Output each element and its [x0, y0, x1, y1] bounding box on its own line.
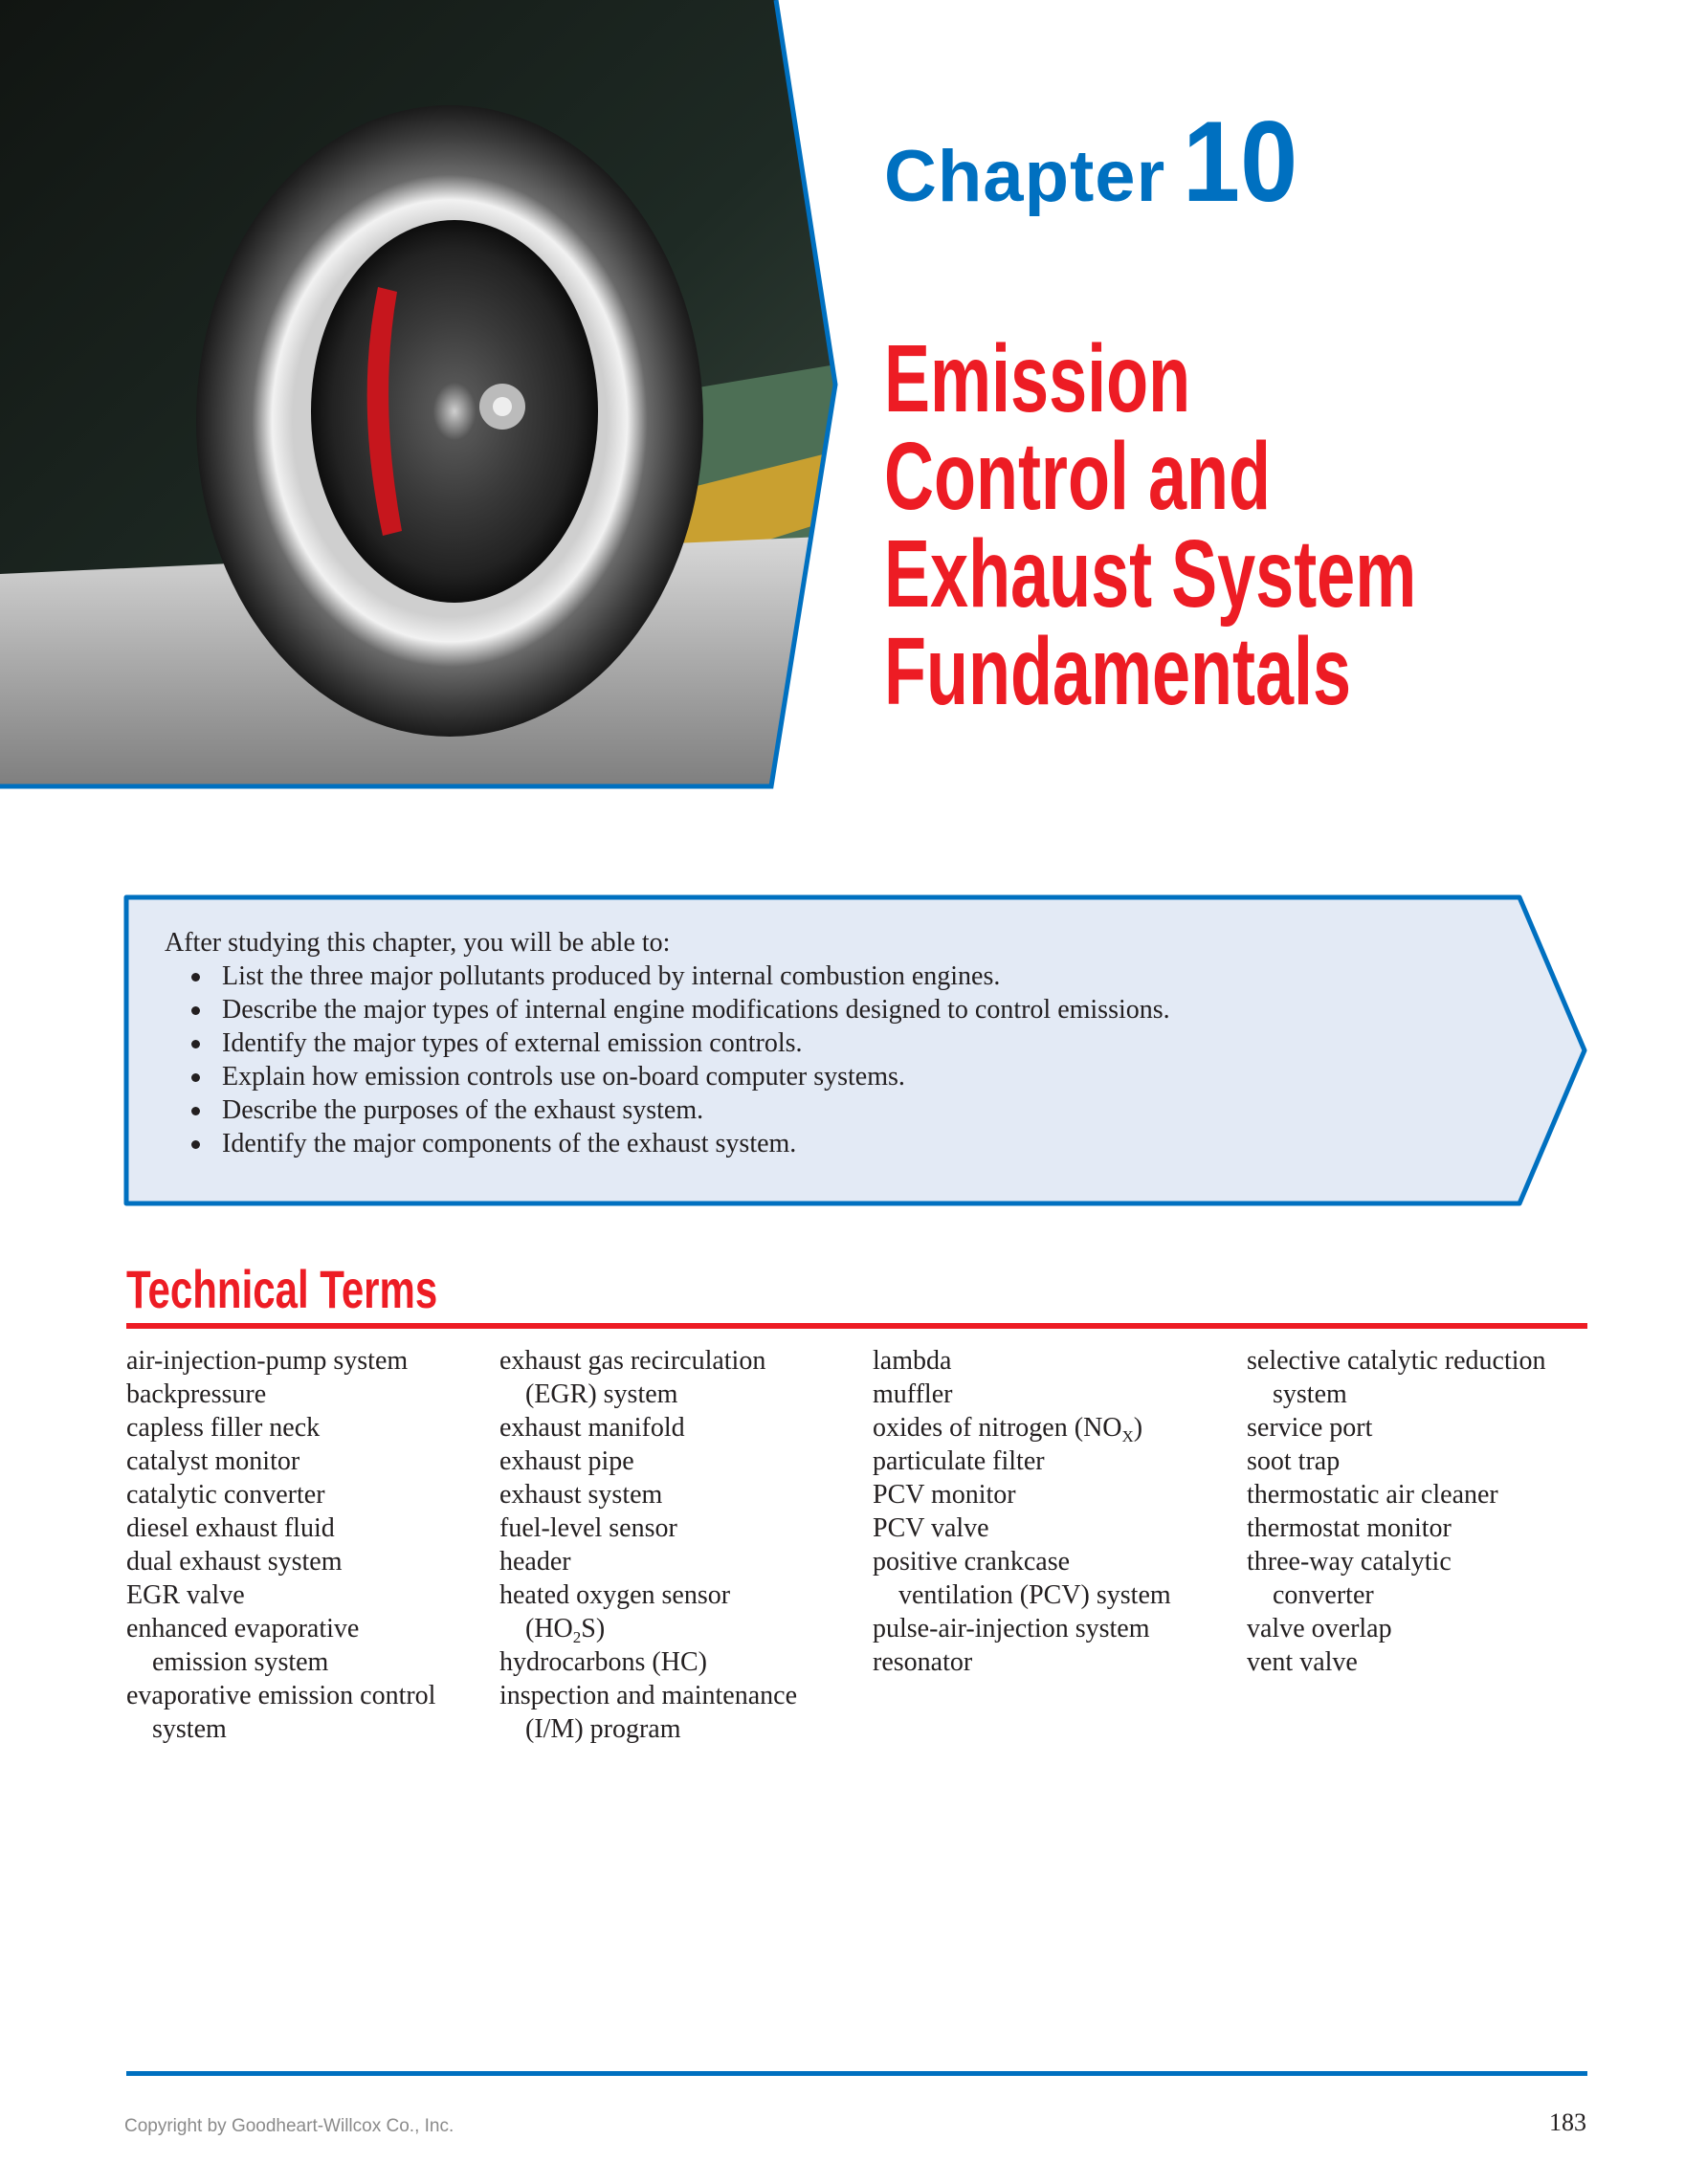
term-text: (HO — [525, 1614, 573, 1644]
term-text: converter — [1273, 1580, 1374, 1610]
objective-item: Describe the purposes of the exhaust system. — [222, 1093, 1170, 1127]
chapter-title-line: Fundamentals — [884, 618, 1352, 725]
terms-column-1 — [126, 1344, 435, 1746]
technical-term — [126, 1712, 435, 1746]
technical-term — [126, 1344, 435, 1378]
term-text: pulse-air-injection system — [873, 1614, 1150, 1644]
terms-column-3 — [873, 1344, 1171, 1679]
term-text: fuel-level sensor — [499, 1513, 677, 1543]
term-text: capless filler neck — [126, 1413, 321, 1443]
technical-term — [126, 1679, 435, 1712]
chapter-title-line: Control and — [884, 423, 1271, 530]
technical-term — [1247, 1511, 1546, 1545]
chapter-opener-photo-tire-on-dynamometer — [0, 0, 842, 794]
technical-term — [873, 1578, 1171, 1612]
technical-term — [126, 1445, 435, 1478]
term-text: positive crankcase — [873, 1547, 1071, 1577]
technical-term — [499, 1712, 797, 1746]
chapter-word: Chapter — [884, 136, 1166, 217]
term-text: exhaust manifold — [499, 1413, 685, 1443]
technical-term — [499, 1411, 797, 1445]
technical-term — [499, 1612, 797, 1645]
term-text: EGR valve — [126, 1580, 245, 1610]
technical-term — [1247, 1612, 1546, 1645]
term-text: PCV valve — [873, 1513, 989, 1543]
technical-term — [499, 1679, 797, 1712]
term-text: selective catalytic reduction — [1247, 1346, 1546, 1376]
term-text: heated oxygen sensor — [499, 1580, 731, 1610]
term-text: catalyst monitor — [126, 1446, 300, 1476]
term-text: diesel exhaust fluid — [126, 1513, 335, 1543]
technical-term — [873, 1478, 1171, 1511]
heading-divider — [126, 1323, 1587, 1329]
term-text: exhaust gas recirculation — [499, 1346, 766, 1376]
technical-term — [126, 1378, 435, 1411]
technical-term — [873, 1645, 1171, 1679]
technical-term — [873, 1445, 1171, 1478]
term-text: exhaust system — [499, 1480, 663, 1510]
technical-term — [499, 1378, 797, 1411]
technical-term — [1247, 1344, 1546, 1378]
technical-term — [873, 1545, 1171, 1578]
technical-term — [126, 1578, 435, 1612]
term-text: evaporative emission control — [126, 1681, 436, 1710]
term-text: air-injection-pump system — [126, 1346, 409, 1376]
technical-term — [1247, 1545, 1546, 1578]
technical-term — [499, 1344, 797, 1378]
objective-item: Describe the major types of internal engine modifications designed to control emissions. — [222, 995, 1170, 1025]
term-text: soot trap — [1247, 1446, 1341, 1476]
term-text: emission system — [152, 1647, 329, 1677]
term-text: service port — [1247, 1413, 1373, 1443]
term-text: valve overlap — [1247, 1614, 1392, 1644]
chapter-number: 10 — [1183, 98, 1298, 226]
term-subscript: X — [1121, 1427, 1134, 1445]
term-text: enhanced evaporative — [126, 1614, 360, 1644]
term-text: exhaust pipe — [499, 1446, 634, 1476]
term-text: system — [152, 1714, 227, 1744]
term-text: ventilation (PCV) system — [898, 1580, 1171, 1610]
term-text: muffler — [873, 1379, 953, 1409]
term-text: thermostat monitor — [1247, 1513, 1452, 1543]
page-number: 183 — [1549, 2108, 1586, 2136]
chapter-title — [884, 325, 1624, 725]
footer-divider — [126, 2071, 1587, 2076]
technical-term — [1247, 1445, 1546, 1478]
technical-term — [1247, 1378, 1546, 1411]
chapter-title-line: Exhaust System — [884, 520, 1417, 628]
technical-term — [126, 1612, 435, 1645]
objective-item: Identify the major components of the exhaust system. — [222, 1127, 1170, 1160]
term-text: oxides of nitrogen (NO — [873, 1413, 1122, 1443]
objective-item: List the three major pollutants produced by internal combustion engines. — [222, 960, 1170, 993]
term-subscript: 2 — [572, 1628, 582, 1646]
term-text: (EGR) system — [525, 1379, 678, 1409]
technical-term — [499, 1545, 797, 1578]
technical-term — [873, 1511, 1171, 1545]
technical-term — [1247, 1411, 1546, 1445]
term-text: header — [499, 1547, 571, 1577]
copyright-text: Copyright by Goodheart-Willcox Co., Inc. — [124, 2116, 454, 2136]
objectives-list — [165, 960, 1170, 1160]
term-text: catalytic converter — [126, 1480, 325, 1510]
term-text: dual exhaust system — [126, 1547, 343, 1577]
term-text: resonator — [873, 1647, 973, 1677]
technical-term — [873, 1411, 1171, 1445]
chapter-title-line: Emission — [884, 325, 1191, 432]
technical-term — [499, 1645, 797, 1679]
objective-item: Identify the major types of external emission controls. — [222, 1026, 1170, 1060]
term-text: inspection and maintenance — [499, 1681, 797, 1710]
term-text: three-way catalytic — [1247, 1547, 1452, 1577]
term-text-suffix: ) — [1133, 1413, 1143, 1443]
objectives-content — [165, 926, 1170, 1160]
term-text: (I/M) program — [525, 1714, 681, 1744]
technical-term — [499, 1511, 797, 1545]
technical-term — [126, 1645, 435, 1679]
technical-term — [499, 1445, 797, 1478]
term-text-suffix: S) — [581, 1614, 606, 1644]
technical-term — [126, 1511, 435, 1545]
technical-term — [499, 1578, 797, 1612]
technical-term — [873, 1344, 1171, 1378]
term-text: PCV monitor — [873, 1480, 1016, 1510]
objectives-intro: After studying this chapter, you will be able to: — [165, 928, 671, 958]
technical-term — [1247, 1578, 1546, 1612]
technical-term — [499, 1478, 797, 1511]
technical-term — [126, 1411, 435, 1445]
technical-term — [126, 1545, 435, 1578]
objective-item: Explain how emission controls use on-board computer systems. — [222, 1060, 1170, 1093]
technical-terms-heading: Technical Terms — [126, 1259, 438, 1319]
term-text: lambda — [873, 1346, 952, 1376]
term-text: particulate filter — [873, 1446, 1045, 1476]
term-text: thermostatic air cleaner — [1247, 1480, 1498, 1510]
term-text: hydrocarbons (HC) — [499, 1647, 707, 1677]
technical-term — [126, 1478, 435, 1511]
technical-term — [873, 1612, 1171, 1645]
term-text: system — [1273, 1379, 1347, 1409]
terms-column-4 — [1247, 1344, 1546, 1679]
technical-term — [873, 1378, 1171, 1411]
term-text: vent valve — [1247, 1647, 1358, 1677]
technical-term — [1247, 1645, 1546, 1679]
chapter-label — [884, 96, 1311, 228]
technical-term — [1247, 1478, 1546, 1511]
terms-column-2 — [499, 1344, 797, 1746]
term-text: backpressure — [126, 1379, 267, 1409]
